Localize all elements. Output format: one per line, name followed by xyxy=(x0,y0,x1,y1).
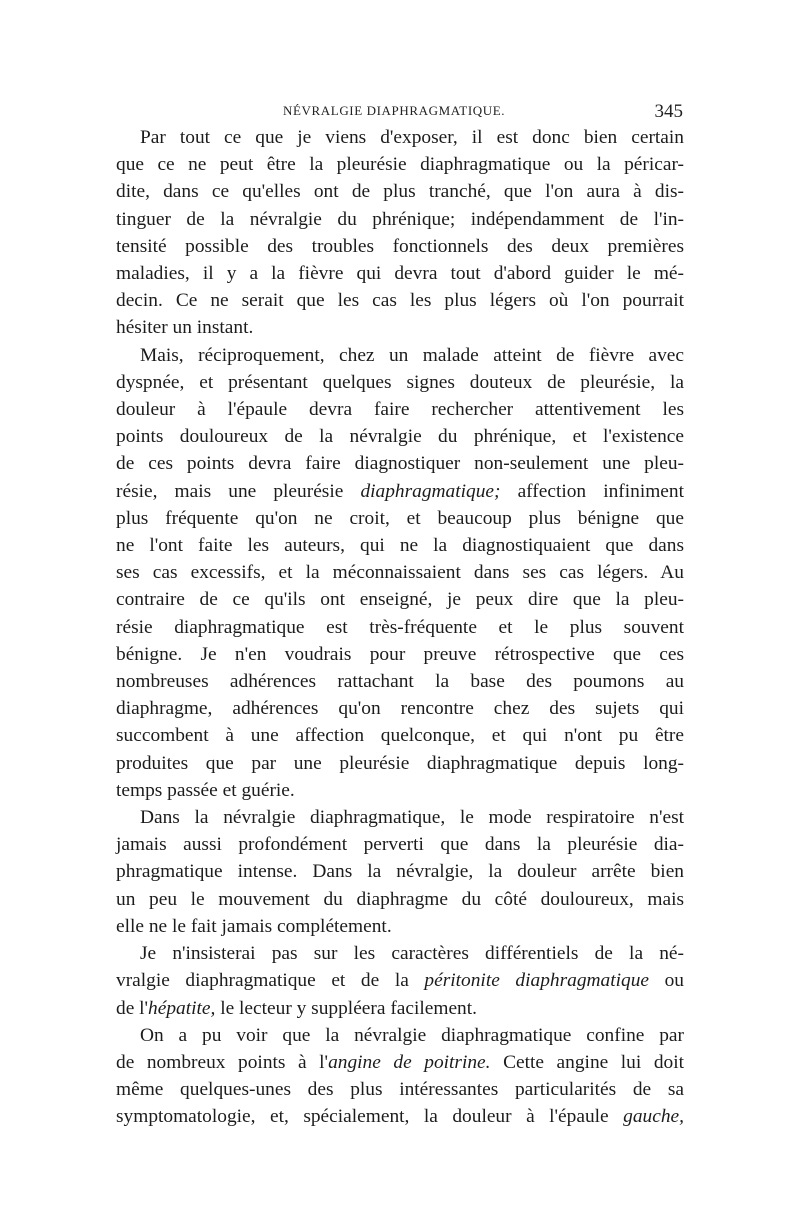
text-line: contraire de ce qu'ils ont enseigné, je peux dire que la pleu- xyxy=(116,589,684,611)
text-run: ou xyxy=(649,970,684,992)
text-line-mixed xyxy=(116,1103,684,1130)
text-line: que ce ne peut être la pleurésie diaphragmatique ou la péricar- xyxy=(116,154,684,176)
paragraph-2 xyxy=(116,342,684,804)
text-line-mixed xyxy=(116,478,684,505)
text-run: vralgie diaphragmatique et de la xyxy=(116,970,425,992)
text-line: hésiter un instant. xyxy=(116,317,254,339)
text-line: bénigne. Je n'en voudrais pour preuve rétrospective que ces xyxy=(116,643,684,665)
body-text xyxy=(116,124,684,1131)
text-line: de ces points devra faire diagnostiquer non-seulement une pleu- xyxy=(116,453,684,475)
text-line: On a pu voir que la névralgie diaphragmatique confine par xyxy=(140,1024,684,1046)
text-line: jamais aussi profondément perverti que dans la pleurésie dia- xyxy=(116,834,684,856)
text-run: de l' xyxy=(116,997,149,1019)
paragraph-3 xyxy=(116,804,684,940)
text-line-mixed xyxy=(116,967,684,994)
text-line: points douloureux de la névralgie du phrénique, et l'existence xyxy=(116,426,684,448)
text-line: Par tout ce que je viens d'exposer, il est donc bien certain xyxy=(140,127,684,148)
italic-term: diaphragmatique; xyxy=(360,480,501,502)
text-line: decin. Ce ne serait que les cas les plus légers où l'on pourrait xyxy=(116,290,684,312)
text-line: dite, dans ce qu'elles ont de plus tranché, que l'on aura à dis- xyxy=(116,181,684,203)
text-line: douleur à l'épaule devra faire rechercher attentivement les xyxy=(116,399,684,421)
text-line: dyspnée, et présentant quelques signes douteux de pleurésie, la xyxy=(116,371,684,393)
text-line: phragmatique intense. Dans la névralgie, la douleur arrête bien xyxy=(116,861,684,883)
text-line: tensité possible des troubles fonctionnels des deux premières xyxy=(116,235,684,257)
text-line-mixed xyxy=(116,1049,684,1076)
italic-term: hépatite, xyxy=(148,997,216,1019)
running-title: NÉVRALGIE DIAPHRAGMATIQUE. xyxy=(283,103,506,118)
paragraph-5 xyxy=(116,1022,684,1131)
page-header xyxy=(118,103,683,123)
italic-term: péritonite diaphragmatique xyxy=(424,970,649,992)
text-line-mixed xyxy=(116,995,684,1022)
text-run: symptomatologie, et, spécialement, la douleur à l'épaule xyxy=(116,1106,624,1128)
text-run: le lecteur y suppléera facilement. xyxy=(215,997,477,1019)
text-line: un peu le mouvement du diaphragme du côté douloureux, mais xyxy=(116,888,684,910)
text-line: nombreuses adhérences rattachant la base des poumons au xyxy=(116,671,684,693)
text-line: tinguer de la névralgie du phrénique; indépendamment de l'in- xyxy=(116,208,684,230)
text-line: ne l'ont faite les auteurs, qui ne la diagnostiquaient que dans xyxy=(116,535,684,557)
text-line: diaphragme, adhérences qu'on rencontre chez des sujets qui xyxy=(116,698,684,720)
text-line: Mais, réciproquement, chez un malade atteint de fièvre avec xyxy=(140,344,684,366)
text-line: résie diaphragmatique est très-fréquente et le plus souvent xyxy=(116,616,684,638)
text-line: ses cas excessifs, et la méconnaissaient dans ses cas légers. Au xyxy=(116,562,684,584)
text-line: temps passée et guérie. xyxy=(116,779,295,801)
paragraph-1 xyxy=(116,124,684,342)
text-line: Dans la névralgie diaphragmatique, le mode respiratoire n'est xyxy=(140,807,684,829)
text-line: maladies, il y a la fièvre qui devra tout d'abord guider le mé- xyxy=(116,263,684,285)
text-run: affection infiniment xyxy=(500,480,684,502)
italic-term: angine de poitrine. xyxy=(328,1051,491,1073)
text-line: produites que par une pleurésie diaphragmatique depuis long- xyxy=(116,752,684,774)
text-line: elle ne le fait jamais complétement. xyxy=(116,915,392,937)
page-number: 345 xyxy=(654,101,683,122)
text-run: résie, mais une pleurésie xyxy=(116,480,361,502)
text-line: Je n'insisterai pas sur les caractères différentiels de la né- xyxy=(140,943,684,965)
paragraph-4 xyxy=(116,940,684,1022)
text-run: de nombreux points à l' xyxy=(116,1051,329,1073)
text-run: Cette angine lui doit xyxy=(490,1051,684,1073)
text-line: succombent à une affection quelconque, et qui n'ont pu être xyxy=(116,725,684,747)
italic-term: gauche, xyxy=(623,1106,684,1128)
text-line: plus fréquente qu'on ne croit, et beaucoup plus bénigne que xyxy=(116,507,684,529)
text-line: même quelques-unes des plus intéressantes particularités de sa xyxy=(116,1079,684,1101)
